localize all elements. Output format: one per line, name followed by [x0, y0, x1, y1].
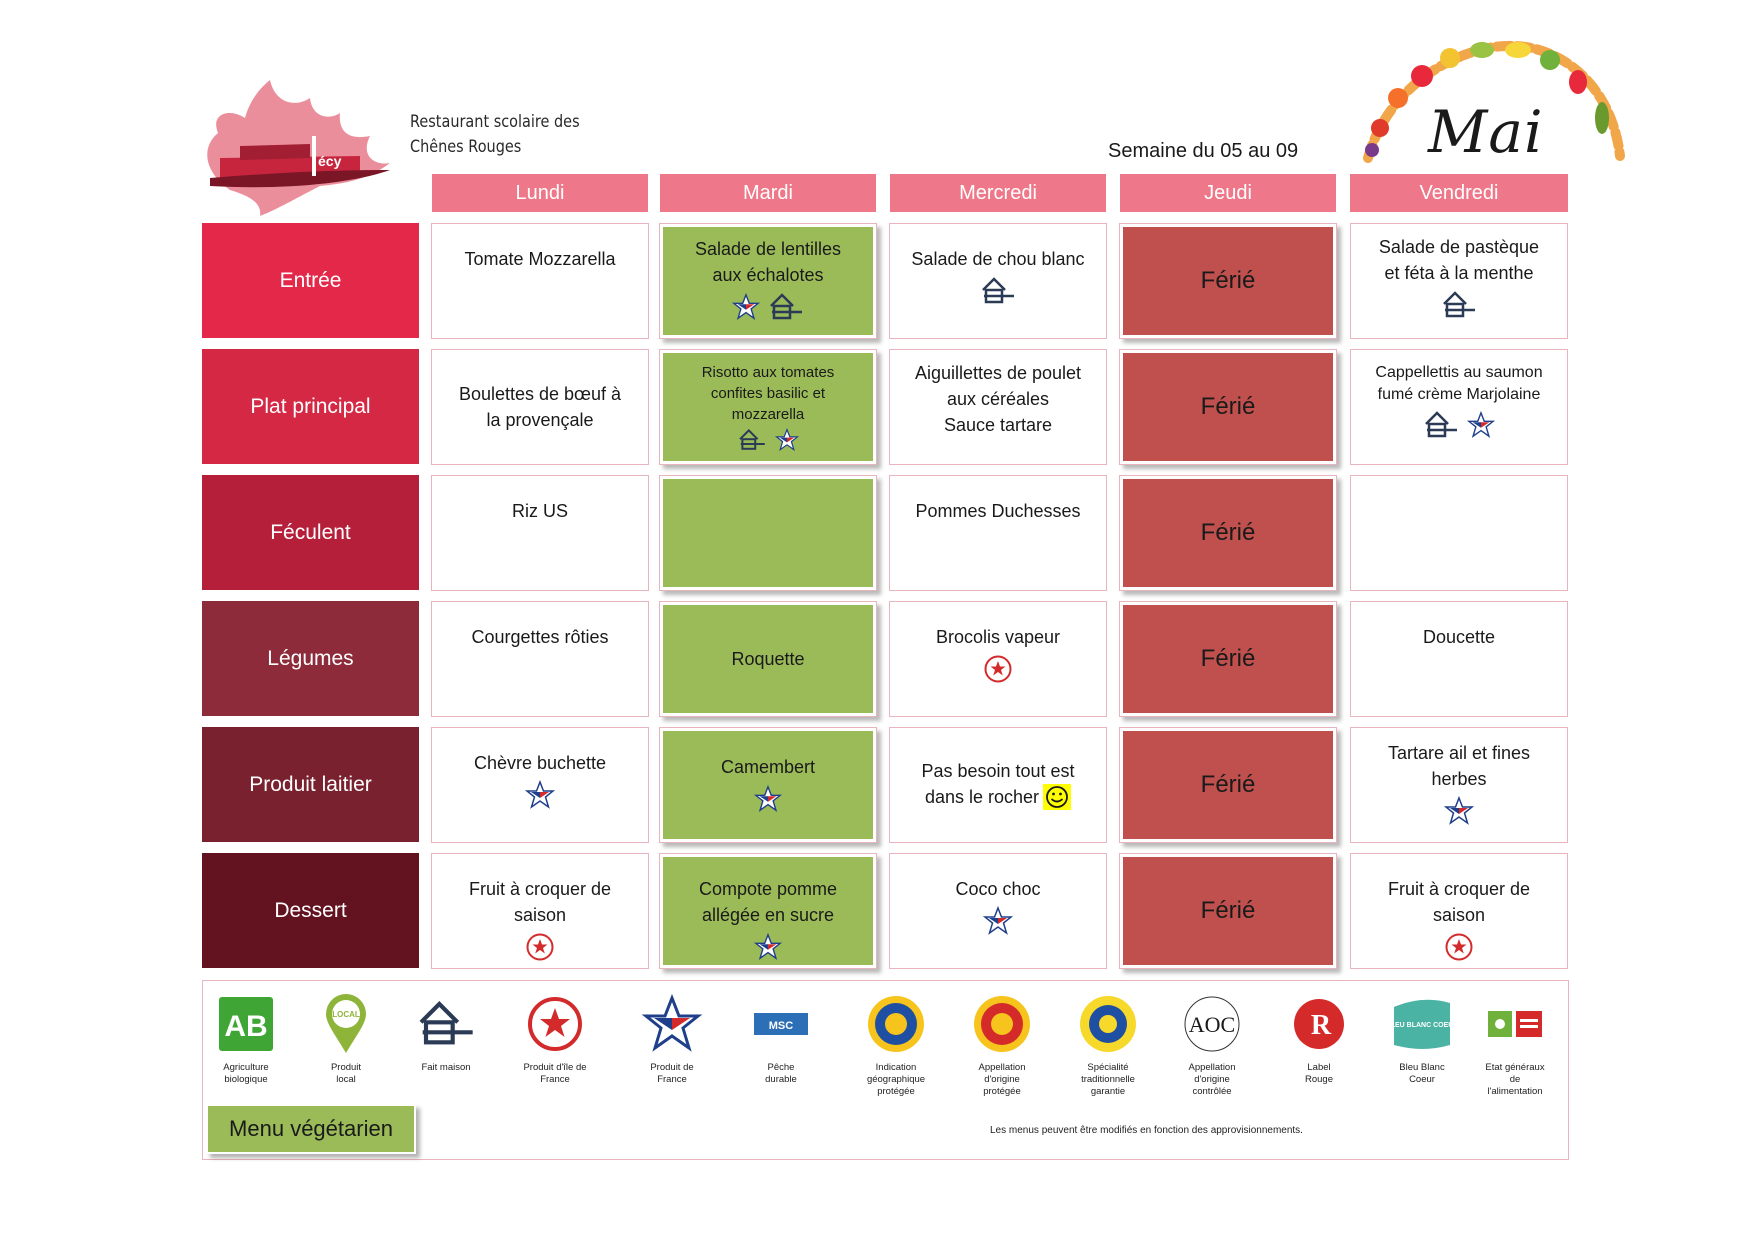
- menu-cell-mardi-entree: [659, 223, 877, 339]
- legend-label: géographique: [866, 1074, 926, 1085]
- school-logo: [200, 78, 405, 218]
- bbc-badge-text: BLEU BLANC COEUR: [1385, 1022, 1459, 1029]
- legend-label: Appellation: [978, 1062, 1026, 1073]
- menu-cell-mardi-feculent: [659, 475, 877, 591]
- dish-line: Salade de chou blanc: [911, 249, 1085, 269]
- produit-de-france-icon: [1467, 411, 1495, 439]
- legend-label: Coeur: [1409, 1074, 1435, 1085]
- menu-cell-lundi-entree: [431, 223, 649, 339]
- legend-label: Produit d'île de: [523, 1062, 587, 1073]
- produit-de-france-icon: [983, 906, 1013, 936]
- legend-item-bio: [196, 990, 296, 1086]
- dish-line: Riz US: [511, 501, 568, 521]
- disclaimer-note: Les menus peuvent être modifiés en fonction des approvisionnements.: [990, 1125, 1303, 1136]
- legend-item-bleu-blanc-coeur: [1372, 990, 1472, 1086]
- legend-label: Produit: [330, 1062, 362, 1073]
- produit-de-france-icon: [754, 933, 782, 961]
- dish-line: Fruit à croquer de: [1387, 879, 1531, 899]
- legend-label: France: [540, 1074, 570, 1085]
- dish-line: aux échalotes: [712, 265, 824, 285]
- dish-line: Boulettes de bœuf à: [458, 384, 622, 404]
- dish-line: dans le rocher: [924, 787, 1040, 808]
- school-name-line2: Chênes Rouges: [410, 137, 522, 157]
- dish-line: la provençale: [486, 410, 594, 430]
- menu-cell-mardi-legumes: [659, 601, 877, 717]
- legend-item-local: [296, 990, 396, 1086]
- dish-line: mozzarella: [731, 406, 805, 423]
- dish-line: Risotto aux tomates: [701, 364, 835, 381]
- menu-cell-lundi-plat: [431, 349, 649, 465]
- legend-label: Spécialité: [1087, 1062, 1129, 1073]
- legend-item-msc: [731, 990, 831, 1086]
- svg-text:AB: AB: [224, 1010, 268, 1043]
- produit-de-france-icon: [732, 293, 760, 321]
- dish-line: Camembert: [720, 757, 816, 777]
- menu-cell-mardi-laitier: [659, 727, 877, 843]
- legend-label: l'alimentation: [1487, 1086, 1543, 1097]
- aoc-icon: [1182, 994, 1242, 1054]
- dish-line: fumé crème Marjolaine: [1377, 386, 1541, 403]
- legend-label: Label: [1307, 1062, 1331, 1073]
- ile-de-france-icon: [526, 933, 554, 961]
- menu-cell-jeudi-feculent: [1119, 475, 1337, 591]
- legend-item-egalim: [1465, 990, 1565, 1098]
- menu-cell-jeudi-laitier: [1119, 727, 1337, 843]
- menu-cell-jeudi-plat: [1119, 349, 1337, 465]
- dish-line: herbes: [1431, 769, 1487, 789]
- dish-line: Pas besoin tout est: [921, 761, 1075, 782]
- produit-de-france-icon: [642, 994, 702, 1054]
- ile-de-france-icon: [984, 655, 1012, 683]
- legend-label: Pêche: [767, 1062, 795, 1073]
- legend-label: Agriculture: [223, 1062, 269, 1073]
- dish-line: Tartare ail et fines: [1387, 743, 1531, 763]
- menu-cell-lundi-dessert: [431, 853, 649, 969]
- legend-label: Bleu Blanc: [1399, 1062, 1445, 1073]
- legend-label: de: [1509, 1074, 1521, 1085]
- msc-badge-text: MSC: [768, 1020, 794, 1032]
- day-header-jeudi: Jeudi: [1120, 174, 1336, 212]
- menu-cell-mercredi-legumes: [889, 601, 1107, 717]
- dish-line: Roquette: [731, 649, 805, 669]
- fait-maison-icon: [1423, 410, 1459, 440]
- day-header-mercredi: Mercredi: [890, 174, 1106, 212]
- logo-text: écy: [318, 153, 342, 169]
- dish-line: allégée en sucre: [701, 905, 835, 925]
- day-header-vendredi: Vendredi: [1350, 174, 1568, 212]
- holiday-label: Férié: [1200, 771, 1256, 798]
- legend-label: protégée: [877, 1086, 915, 1097]
- menu-cell-mercredi-dessert: [889, 853, 1107, 969]
- dish-line: Brocolis vapeur: [935, 627, 1061, 647]
- produit-de-france-icon: [754, 785, 782, 813]
- local-pin-icon: [324, 993, 368, 1055]
- menu-cell-lundi-feculent: [431, 475, 649, 591]
- fait-maison-icon: [737, 428, 767, 452]
- holiday-label: Férié: [1200, 897, 1256, 924]
- fait-maison-icon: [980, 276, 1016, 306]
- legend-item-fait-maison: [396, 990, 496, 1074]
- fait-maison-icon: [768, 292, 804, 322]
- menu-cell-vendredi-feculent: [1350, 475, 1568, 591]
- smiley-icon: [1043, 784, 1071, 810]
- dish-line: saison: [1432, 905, 1486, 925]
- holiday-label: Férié: [1200, 645, 1256, 672]
- holiday-label: Férié: [1200, 267, 1256, 294]
- menu-cell-mercredi-entree: [889, 223, 1107, 339]
- month-title: Mai: [1428, 98, 1544, 166]
- legend-item-igp: [846, 990, 946, 1098]
- legend-label: local: [336, 1074, 356, 1085]
- dish-line: Chèvre buchette: [473, 753, 607, 773]
- vegetarian-legend-label: Menu végétarien: [206, 1104, 416, 1154]
- dish-line: Coco choc: [955, 879, 1041, 899]
- dish-line: et féta à la menthe: [1384, 263, 1534, 283]
- dish-line: confites basilic et: [710, 385, 826, 402]
- dish-line: Pommes Duchesses: [915, 501, 1081, 521]
- msc-icon: [753, 1009, 809, 1039]
- legend-label: Fait maison: [421, 1062, 471, 1073]
- fait-maison-icon: [1441, 290, 1477, 320]
- menu-cell-mardi-plat: [659, 349, 877, 465]
- holiday-label: Férié: [1200, 393, 1256, 420]
- legend-item-aop: [952, 990, 1052, 1098]
- day-header-lundi: Lundi: [432, 174, 648, 212]
- menu-cell-mardi-dessert: [659, 853, 877, 969]
- menu-cell-mercredi-plat: [889, 349, 1107, 465]
- category-plat-principal: Plat principal: [202, 349, 419, 464]
- stg-icon: [1078, 994, 1138, 1054]
- igp-icon: [866, 994, 926, 1054]
- bleu-blanc-coeur-icon: [1385, 993, 1459, 1055]
- dish-line: Aiguillettes de poulet: [914, 363, 1082, 383]
- menu-cell-vendredi-legumes: [1350, 601, 1568, 717]
- menu-cell-vendredi-plat: [1350, 349, 1568, 465]
- aoc-badge-text: AOC: [1188, 1012, 1236, 1037]
- fait-maison-icon: [415, 999, 477, 1049]
- menu-cell-jeudi-legumes: [1119, 601, 1337, 717]
- dish-line: aux céréales: [946, 389, 1050, 409]
- legend-label: Appellation: [1188, 1062, 1236, 1073]
- legend-label: protégée: [983, 1086, 1021, 1097]
- category-dessert: Dessert: [202, 853, 419, 968]
- dish-line: Cappellettis au saumon: [1375, 364, 1543, 381]
- dish-line: Sauce tartare: [943, 415, 1053, 435]
- dish-line: Doucette: [1422, 627, 1496, 647]
- holiday-label: Férié: [1200, 519, 1256, 546]
- menu-cell-lundi-laitier: [431, 727, 649, 843]
- legend-label: Indication: [875, 1062, 917, 1073]
- ab-bio-icon: [218, 996, 274, 1052]
- ile-de-france-icon: [527, 996, 583, 1052]
- dish-line: Salade de lentilles: [694, 239, 842, 259]
- legend-label: garantie: [1090, 1086, 1126, 1097]
- menu-cell-vendredi-entree: [1350, 223, 1568, 339]
- label-rouge-icon: [1291, 996, 1347, 1052]
- dish-line: Courgettes rôties: [471, 627, 609, 647]
- menu-cell-jeudi-entree: [1119, 223, 1337, 339]
- menu-cell-mercredi-laitier: [889, 727, 1107, 843]
- dish-line: Tomate Mozzarella: [464, 249, 616, 269]
- legend-item-produit-de-france: [622, 990, 722, 1086]
- produit-de-france-icon: [525, 780, 555, 810]
- svg-text:R: R: [1310, 1010, 1332, 1041]
- legend-label: biologique: [224, 1074, 268, 1085]
- category-legumes: Légumes: [202, 601, 419, 716]
- dish-line: saison: [513, 905, 567, 925]
- legend-label: d'origine: [1194, 1074, 1230, 1085]
- menu-cell-jeudi-dessert: [1119, 853, 1337, 969]
- legend-label: France: [657, 1074, 687, 1085]
- category-produit-laitier: Produit laitier: [202, 727, 419, 842]
- week-label: Semaine du 05 au 09: [1108, 140, 1299, 162]
- dish-line: Salade de pastèque: [1378, 237, 1540, 257]
- menu-cell-mercredi-feculent: [889, 475, 1107, 591]
- day-header-mardi: Mardi: [660, 174, 876, 212]
- legend-label: Rouge: [1305, 1074, 1333, 1085]
- produit-de-france-icon: [1444, 796, 1474, 826]
- menu-cell-vendredi-dessert: [1350, 853, 1568, 969]
- legend-item-stg: [1058, 990, 1158, 1098]
- local-badge-text: LOCAL: [332, 1010, 360, 1019]
- legend-label: Produit de: [650, 1062, 694, 1073]
- menu-cell-lundi-legumes: [431, 601, 649, 717]
- aop-icon: [972, 994, 1032, 1054]
- legend-label: durable: [765, 1074, 797, 1085]
- produit-de-france-icon: [775, 428, 799, 452]
- ile-de-france-icon: [1445, 933, 1473, 961]
- school-name-line1: Restaurant scolaire des: [410, 112, 580, 132]
- category-entree: Entrée: [202, 223, 419, 338]
- legend-label: contrôlée: [1192, 1086, 1232, 1097]
- dish-line: Compote pomme: [698, 879, 838, 899]
- category-feculent: Féculent: [202, 475, 419, 590]
- legend-label: traditionnelle: [1081, 1074, 1135, 1085]
- dish-line: Fruit à croquer de: [468, 879, 612, 899]
- school-name: [410, 110, 580, 160]
- egalim-icon: [1487, 1010, 1543, 1038]
- menu-cell-vendredi-laitier: [1350, 727, 1568, 843]
- legend-label: Etat généraux: [1485, 1062, 1545, 1073]
- legend-item-aoc: [1162, 990, 1262, 1098]
- legend-item-label-rouge: [1269, 990, 1369, 1086]
- legend-item-ile-de-france: [505, 990, 605, 1086]
- legend-label: d'origine: [984, 1074, 1020, 1085]
